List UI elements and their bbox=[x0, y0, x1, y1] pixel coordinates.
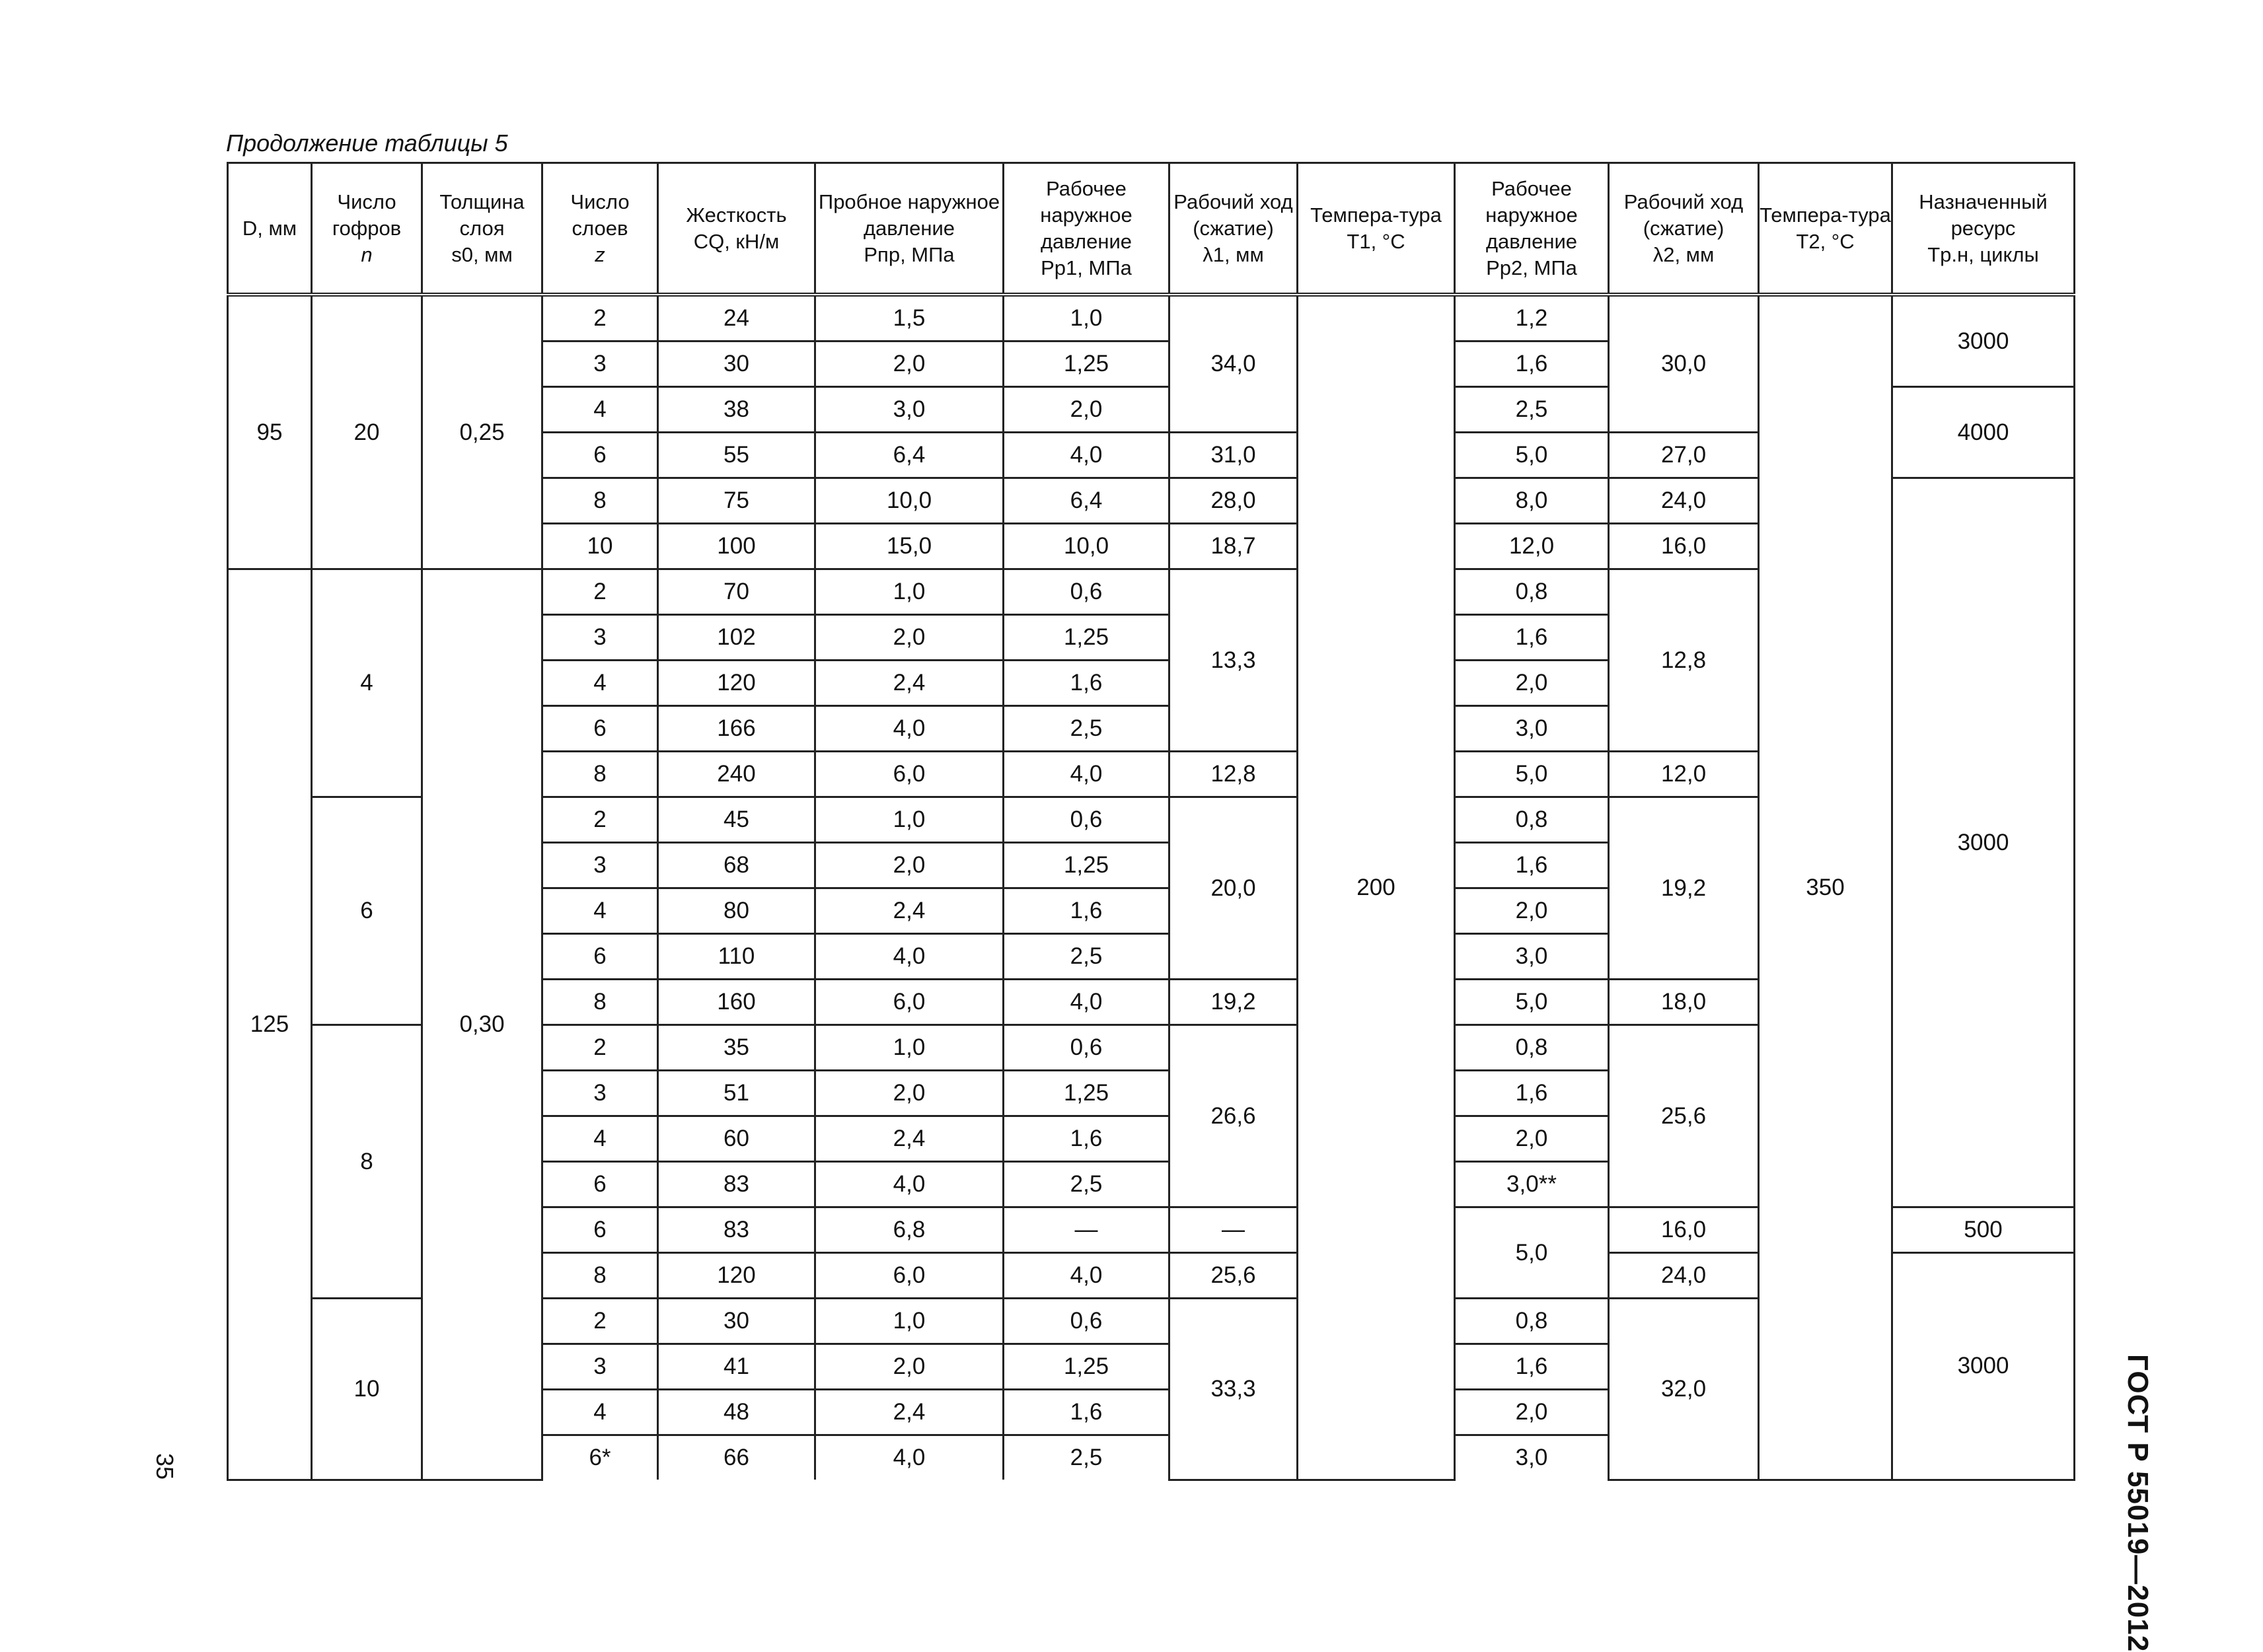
cell-test-pressure: 3,0 bbox=[815, 387, 1004, 433]
cell-test-pressure: 1,0 bbox=[815, 1025, 1004, 1071]
cell-stiffness: 160 bbox=[658, 980, 815, 1025]
cell-stroke-1: 12,8 bbox=[1169, 752, 1298, 797]
cell-stiffness: 83 bbox=[658, 1162, 815, 1207]
cell-service-life: 3000 bbox=[1892, 1253, 2075, 1480]
cell-stroke-1: 25,6 bbox=[1169, 1253, 1298, 1299]
cell-stiffness: 35 bbox=[658, 1025, 815, 1071]
cell-work-pressure-2: 0,8 bbox=[1455, 569, 1609, 615]
cell-work-pressure-1: 2,0 bbox=[1004, 387, 1169, 433]
cell-work-pressure-2: 0,8 bbox=[1455, 1299, 1609, 1344]
cell-stroke-2: 24,0 bbox=[1609, 1253, 1759, 1299]
cell-stroke-1: 13,3 bbox=[1169, 569, 1298, 752]
cell-stroke-2: 30,0 bbox=[1609, 295, 1759, 433]
cell-service-life: 3000 bbox=[1892, 295, 2075, 387]
cell-stiffness: 75 bbox=[658, 478, 815, 524]
cell-work-pressure-2: 1,2 bbox=[1455, 295, 1609, 341]
cell-layers: 6 bbox=[542, 934, 658, 980]
cell-layers: 2 bbox=[542, 1299, 658, 1344]
header-stiffness: Жесткость CQ, кН/м bbox=[658, 163, 815, 295]
cell-test-pressure: 2,0 bbox=[815, 843, 1004, 888]
cell-stroke-1: 18,7 bbox=[1169, 524, 1298, 569]
header-row bbox=[228, 163, 2075, 295]
cell-stiffness: 41 bbox=[658, 1344, 815, 1390]
cell-temperature-1: 200 bbox=[1298, 295, 1455, 1480]
cell-layers: 4 bbox=[542, 888, 658, 934]
cell-work-pressure-1: 1,6 bbox=[1004, 1390, 1169, 1435]
cell-stiffness: 30 bbox=[658, 341, 815, 387]
cell-test-pressure: 6,8 bbox=[815, 1207, 1004, 1253]
cell-test-pressure: 2,4 bbox=[815, 1390, 1004, 1435]
cell-work-pressure-1: 2,5 bbox=[1004, 934, 1169, 980]
header-test-pressure: Пробное наружное давление Pпр, МПа bbox=[815, 163, 1004, 295]
cell-stiffness: 120 bbox=[658, 661, 815, 706]
cell-test-pressure: 2,4 bbox=[815, 1116, 1004, 1162]
header-layers: Число слоев z bbox=[542, 163, 658, 295]
cell-work-pressure-2: 0,8 bbox=[1455, 1025, 1609, 1071]
cell-work-pressure-1: 0,6 bbox=[1004, 569, 1169, 615]
cell-stiffness: 120 bbox=[658, 1253, 815, 1299]
cell-work-pressure-2: 1,6 bbox=[1455, 1071, 1609, 1116]
cell-layers: 2 bbox=[542, 295, 658, 341]
cell-stiffness: 66 bbox=[658, 1435, 815, 1480]
cell-stroke-2: 24,0 bbox=[1609, 478, 1759, 524]
cell-stroke-1: 28,0 bbox=[1169, 478, 1298, 524]
cell-test-pressure: 1,5 bbox=[815, 295, 1004, 341]
cell-work-pressure-1: 0,6 bbox=[1004, 1299, 1169, 1344]
cell-work-pressure-1: 2,5 bbox=[1004, 706, 1169, 752]
cell-work-pressure-2: 12,0 bbox=[1455, 524, 1609, 569]
cell-work-pressure-1: 1,25 bbox=[1004, 341, 1169, 387]
cell-test-pressure: 15,0 bbox=[815, 524, 1004, 569]
cell-test-pressure: 4,0 bbox=[815, 934, 1004, 980]
cell-work-pressure-1: 10,0 bbox=[1004, 524, 1169, 569]
cell-work-pressure-2: 1,6 bbox=[1455, 843, 1609, 888]
cell-work-pressure-1: 1,25 bbox=[1004, 1071, 1169, 1116]
cell-test-pressure: 1,0 bbox=[815, 569, 1004, 615]
cell-layers: 2 bbox=[542, 1025, 658, 1071]
cell-stroke-1: 31,0 bbox=[1169, 433, 1298, 478]
cell-work-pressure-1: 6,4 bbox=[1004, 478, 1169, 524]
header-diameter: D, мм bbox=[228, 163, 312, 295]
cell-thickness: 0,25 bbox=[422, 295, 542, 569]
cell-stiffness: 45 bbox=[658, 797, 815, 843]
cell-work-pressure-2: 2,0 bbox=[1455, 1390, 1609, 1435]
cell-work-pressure-1: 0,6 bbox=[1004, 797, 1169, 843]
header-stroke-1: Рабочий ход (сжатие) λ1, мм bbox=[1169, 163, 1298, 295]
cell-test-pressure: 4,0 bbox=[815, 706, 1004, 752]
cell-test-pressure: 1,0 bbox=[815, 797, 1004, 843]
cell-layers: 8 bbox=[542, 980, 658, 1025]
cell-work-pressure-1: 1,25 bbox=[1004, 615, 1169, 661]
header-temperature-2: Темпера-тура T2, °С bbox=[1759, 163, 1892, 295]
cell-work-pressure-2: 5,0 bbox=[1455, 752, 1609, 797]
cell-layers: 10 bbox=[542, 524, 658, 569]
cell-test-pressure: 1,0 bbox=[815, 1299, 1004, 1344]
cell-work-pressure-1: 4,0 bbox=[1004, 433, 1169, 478]
cell-test-pressure: 2,0 bbox=[815, 1071, 1004, 1116]
cell-test-pressure: 2,4 bbox=[815, 888, 1004, 934]
header-temperature-1: Темпера-тура T1, °С bbox=[1298, 163, 1455, 295]
cell-work-pressure-2: 5,0 bbox=[1455, 1207, 1609, 1299]
header-service-life: Назначенный ресурс Tр.н, циклы bbox=[1892, 163, 2075, 295]
cell-stroke-1: 19,2 bbox=[1169, 980, 1298, 1025]
cell-corrugations: 4 bbox=[312, 569, 422, 797]
cell-diameter: 125 bbox=[228, 569, 312, 1480]
cell-work-pressure-2: 3,0** bbox=[1455, 1162, 1609, 1207]
cell-test-pressure: 6,0 bbox=[815, 1253, 1004, 1299]
cell-stiffness: 70 bbox=[658, 569, 815, 615]
cell-layers: 3 bbox=[542, 1344, 658, 1390]
cell-service-life: 4000 bbox=[1892, 387, 2075, 478]
cell-stroke-2: 32,0 bbox=[1609, 1299, 1759, 1480]
cell-layers: 6 bbox=[542, 1162, 658, 1207]
cell-work-pressure-2: 3,0 bbox=[1455, 706, 1609, 752]
cell-stroke-2: 12,0 bbox=[1609, 752, 1759, 797]
cell-stiffness: 100 bbox=[658, 524, 815, 569]
cell-layers: 2 bbox=[542, 569, 658, 615]
cell-stiffness: 48 bbox=[658, 1390, 815, 1435]
cell-stiffness: 240 bbox=[658, 752, 815, 797]
page-number: 35 bbox=[151, 1453, 178, 1480]
cell-stroke-2: 27,0 bbox=[1609, 433, 1759, 478]
cell-stiffness: 102 bbox=[658, 615, 815, 661]
cell-corrugations: 6 bbox=[312, 797, 422, 1025]
cell-stroke-1: 34,0 bbox=[1169, 295, 1298, 433]
cell-corrugations: 10 bbox=[312, 1299, 422, 1480]
cell-work-pressure-2: 3,0 bbox=[1455, 1435, 1609, 1480]
cell-stiffness: 55 bbox=[658, 433, 815, 478]
cell-stroke-2: 19,2 bbox=[1609, 797, 1759, 980]
cell-test-pressure: 2,4 bbox=[815, 661, 1004, 706]
cell-layers: 4 bbox=[542, 1390, 658, 1435]
cell-layers: 3 bbox=[542, 843, 658, 888]
cell-stiffness: 166 bbox=[658, 706, 815, 752]
cell-layers: 8 bbox=[542, 1253, 658, 1299]
cell-work-pressure-2: 2,0 bbox=[1455, 888, 1609, 934]
cell-work-pressure-1: 4,0 bbox=[1004, 980, 1169, 1025]
cell-work-pressure-2: 0,8 bbox=[1455, 797, 1609, 843]
cell-stiffness: 24 bbox=[658, 295, 815, 341]
cell-layers: 4 bbox=[542, 661, 658, 706]
cell-stroke-1: 20,0 bbox=[1169, 797, 1298, 980]
cell-test-pressure: 4,0 bbox=[815, 1435, 1004, 1480]
cell-service-life: 500 bbox=[1892, 1207, 2075, 1253]
cell-stiffness: 80 bbox=[658, 888, 815, 934]
cell-stiffness: 38 bbox=[658, 387, 815, 433]
cell-work-pressure-1: 2,5 bbox=[1004, 1435, 1169, 1480]
standard-label: ГОСТ Р 55019—2012 bbox=[2122, 1354, 2154, 1652]
cell-layers: 2 bbox=[542, 797, 658, 843]
cell-work-pressure-1: 4,0 bbox=[1004, 1253, 1169, 1299]
cell-work-pressure-1: — bbox=[1004, 1207, 1169, 1253]
cell-corrugations: 20 bbox=[312, 295, 422, 569]
cell-test-pressure: 6,4 bbox=[815, 433, 1004, 478]
cell-diameter: 95 bbox=[228, 295, 312, 569]
cell-stroke-2: 12,8 bbox=[1609, 569, 1759, 752]
cell-work-pressure-2: 3,0 bbox=[1455, 934, 1609, 980]
cell-work-pressure-1: 1,6 bbox=[1004, 661, 1169, 706]
cell-layers: 8 bbox=[542, 752, 658, 797]
header-stroke-2: Рабочий ход (сжатие) λ2, мм bbox=[1609, 163, 1759, 295]
cell-layers: 8 bbox=[542, 478, 658, 524]
cell-work-pressure-2: 5,0 bbox=[1455, 433, 1609, 478]
cell-test-pressure: 2,0 bbox=[815, 615, 1004, 661]
cell-stiffness: 30 bbox=[658, 1299, 815, 1344]
header-work-pressure-1: Рабочее наружное давление Pр1, МПа bbox=[1004, 163, 1169, 295]
cell-service-life: 3000 bbox=[1892, 478, 2075, 1207]
cell-work-pressure-1: 1,25 bbox=[1004, 1344, 1169, 1390]
cell-stiffness: 68 bbox=[658, 843, 815, 888]
cell-test-pressure: 2,0 bbox=[815, 341, 1004, 387]
cell-work-pressure-2: 8,0 bbox=[1455, 478, 1609, 524]
cell-work-pressure-1: 1,25 bbox=[1004, 843, 1169, 888]
header-work-pressure-2: Рабочее наружное давление Pр2, МПа bbox=[1455, 163, 1609, 295]
cell-stroke-1: 33,3 bbox=[1169, 1299, 1298, 1480]
cell-layers: 6 bbox=[542, 706, 658, 752]
cell-stroke-1: 26,6 bbox=[1169, 1025, 1298, 1207]
cell-work-pressure-2: 1,6 bbox=[1455, 1344, 1609, 1390]
table-caption: Продолжение таблицы 5 bbox=[226, 129, 508, 157]
cell-stroke-2: 25,6 bbox=[1609, 1025, 1759, 1207]
cell-thickness: 0,30 bbox=[422, 569, 542, 1480]
cell-layers: 6 bbox=[542, 1207, 658, 1253]
cell-stroke-2: 18,0 bbox=[1609, 980, 1759, 1025]
cell-work-pressure-1: 1,0 bbox=[1004, 295, 1169, 341]
header-corrugations: Число гофров n bbox=[312, 163, 422, 295]
table-row bbox=[228, 295, 2075, 341]
cell-stroke-2: 16,0 bbox=[1609, 1207, 1759, 1253]
cell-layers: 3 bbox=[542, 615, 658, 661]
cell-layers: 4 bbox=[542, 387, 658, 433]
cell-work-pressure-1: 0,6 bbox=[1004, 1025, 1169, 1071]
cell-work-pressure-2: 2,0 bbox=[1455, 1116, 1609, 1162]
cell-temperature-2: 350 bbox=[1759, 295, 1892, 1480]
cell-stroke-1: — bbox=[1169, 1207, 1298, 1253]
cell-stroke-2: 16,0 bbox=[1609, 524, 1759, 569]
parameters-table bbox=[227, 162, 2075, 1481]
cell-test-pressure: 2,0 bbox=[815, 1344, 1004, 1390]
cell-work-pressure-2: 1,6 bbox=[1455, 341, 1609, 387]
cell-test-pressure: 6,0 bbox=[815, 980, 1004, 1025]
cell-work-pressure-2: 2,5 bbox=[1455, 387, 1609, 433]
cell-stiffness: 60 bbox=[658, 1116, 815, 1162]
cell-layers: 3 bbox=[542, 1071, 658, 1116]
cell-test-pressure: 4,0 bbox=[815, 1162, 1004, 1207]
cell-test-pressure: 10,0 bbox=[815, 478, 1004, 524]
cell-stiffness: 110 bbox=[658, 934, 815, 980]
cell-work-pressure-2: 1,6 bbox=[1455, 615, 1609, 661]
cell-work-pressure-1: 1,6 bbox=[1004, 888, 1169, 934]
cell-test-pressure: 6,0 bbox=[815, 752, 1004, 797]
cell-corrugations: 8 bbox=[312, 1025, 422, 1299]
cell-stiffness: 83 bbox=[658, 1207, 815, 1253]
cell-layers: 6* bbox=[542, 1435, 658, 1480]
cell-layers: 6 bbox=[542, 433, 658, 478]
header-thickness: Толщина слоя s0, мм bbox=[422, 163, 542, 295]
cell-work-pressure-2: 5,0 bbox=[1455, 980, 1609, 1025]
cell-layers: 3 bbox=[542, 341, 658, 387]
cell-work-pressure-2: 2,0 bbox=[1455, 661, 1609, 706]
cell-stiffness: 51 bbox=[658, 1071, 815, 1116]
cell-work-pressure-1: 2,5 bbox=[1004, 1162, 1169, 1207]
cell-work-pressure-1: 1,6 bbox=[1004, 1116, 1169, 1162]
cell-work-pressure-1: 4,0 bbox=[1004, 752, 1169, 797]
cell-layers: 4 bbox=[542, 1116, 658, 1162]
